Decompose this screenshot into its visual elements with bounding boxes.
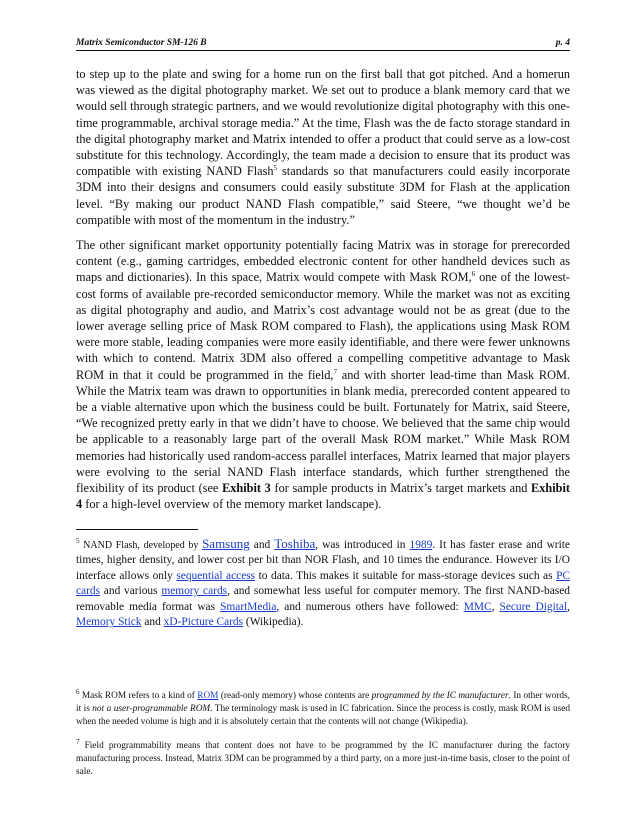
paragraph-2 [76,237,570,512]
link-1989[interactable]: 1989 [409,539,433,551]
text-run: and [141,616,164,629]
text-run: The other significant market opportunity potentially facing Matrix was in storage for prerecorded content (e.g., gaming cartridges, embedded electronic content for other handheld devices such as maps and dictionaries). In this space, Matrix would compete with Mask ROM, [76,238,570,285]
text-run: and various [100,585,162,598]
link-xd-picture-cards[interactable]: xD-Picture Cards [163,616,244,629]
header-title: Matrix Semiconductor SM-126 B [76,38,207,48]
link-secure-digital[interactable]: Secure Digital [499,600,568,613]
footnote-7 [76,737,570,780]
text-run: to step up to the plate and swing for a home run on the first ball that got pitched. And a homerun was viewed as the digital photography market. We set out to produce a blank memory card that we would sell through strategic partners, and we would revolutionize digital photography with this one-time programmable, archival storage media.” At the time, Flash was the de facto storage standard in the digital photography market and Matrix intended to offer a product that could serve as a low-cost substitute for this technology. Accordingly, the team made a decision to ensure that its product was compatible with existing NAND Flash [76,67,570,179]
text-run: . The terminology mask is used in IC fabrication. Since the process is costly, mask ROM is used when the needed volume is high and it is absolutely certain that the contents will not change (Wikipedia). [76,704,570,728]
exhibit-4-ref: Exhibit 4 [76,481,571,512]
text-run: and [249,539,275,551]
text-run: Mask ROM refers to a kind of [79,691,198,701]
page-header [76,38,570,51]
text-run: . In other words, it is [76,691,570,715]
page-number: p. 4 [555,38,570,48]
footnote-number: 5 [76,537,80,546]
link-sequential-access[interactable]: sequential access [176,569,256,582]
paragraph-1 [76,66,570,228]
body-text [76,66,570,521]
italic-run: not a user-programmable ROM [92,704,211,715]
exhibit-3-ref: Exhibit 3 [222,481,271,496]
link-memory-cards[interactable]: memory cards [161,585,228,598]
footnote-5 [76,536,570,630]
text-run: , and somewhat less useful for computer memory. The first NAND-based removable media format was [76,585,570,613]
text-run: to data. This makes it suitable for mass-storage devices such as [255,569,557,582]
link-smartmedia[interactable]: SmartMedia [220,600,277,613]
text-run: for sample products in Matrix’s target markets and [270,481,532,496]
link-rom[interactable]: ROM [197,691,219,701]
text-run: . It has faster erase and write times, higher density, and lower cost per bit than NOR Flash, and 10 times the endurance. However its I/O interface allows only [76,539,570,582]
text-run: , and numerous others have followed: [276,600,464,613]
footnote-ref-7[interactable]: 7 [333,367,337,376]
link-toshiba[interactable]: Toshiba [274,536,316,551]
footnote-ref-5[interactable]: 5 [273,164,278,173]
text-run: NAND Flash, developed by [79,540,203,551]
text-run: , [491,600,500,613]
footnote-number: 7 [76,737,80,746]
link-memory-stick[interactable]: Memory Stick [76,616,142,629]
text-run: , was introduced in [315,539,410,551]
text-run: , [567,600,570,613]
link-pc-cards[interactable]: PC cards [76,569,570,598]
footnote-number: 6 [76,687,80,696]
text-run: for a high-level overview of the memory market landscape). [82,497,382,512]
link-mmc[interactable]: MMC [463,600,492,613]
text-run: and with shorter lead-time than Mask ROM. While the Matrix team was drawn to opportunities in blank media, prerecorded content appeared to be a viable alternative upon which the business could be built. Fortunately for Matrix, said Steere, “We recognized pretty early in that we didn’t have to choose. We believed that the same chip would be applicable to a reasonably large part of the overall Mask ROM market.” While Mask ROM memories had historically used random-access parallel interfaces, Matrix learned that major players were evolving to the serial NAND Flash interface standards, which further strengthened the flexibility of its product (see [76,367,570,496]
footnote-divider [76,529,198,530]
link-samsung[interactable]: Samsung [202,536,250,551]
text-run: standards so that manufacturers could easily incorporate 3DM into their designs and consumers could easily substitute 3DM for Flash at the application level. “By making our product NAND Flash compatible,” said Steere, “we thought we’d be compatible with most of the momentum in the industry.” [76,164,570,227]
text-run: (read-only memory) whose contents are [218,691,372,701]
text-run: (Wikipedia). [243,616,304,629]
footnote-6 [76,687,570,730]
italic-run: programmed by the IC manufacturer [371,691,509,701]
text-run: one of the lowest-cost forms of available pre-recorded semiconductor memory. While the market was not as exciting as digital photography and audio, and Matrix’s cost advantage would not be as great (due to the lower average selling price of Mask ROM compared to Flash), the applications using Mask ROM were more stable, leading companies were more easily identifiable, and there were fewer unknowns with which to contend. Matrix 3DM also offered a compelling competitive advantage to Mask ROM in that it could be programmed in the field, [76,270,570,382]
footnote-ref-6[interactable]: 6 [471,270,476,279]
text-run: Field programmability means that content does not have to be programmed by the IC manufacturer during the factory manufacturing process. Instead, Matrix 3DM can be programmed by a third party, on a more just-in-time basis, closer to the point of sale. [76,741,570,778]
